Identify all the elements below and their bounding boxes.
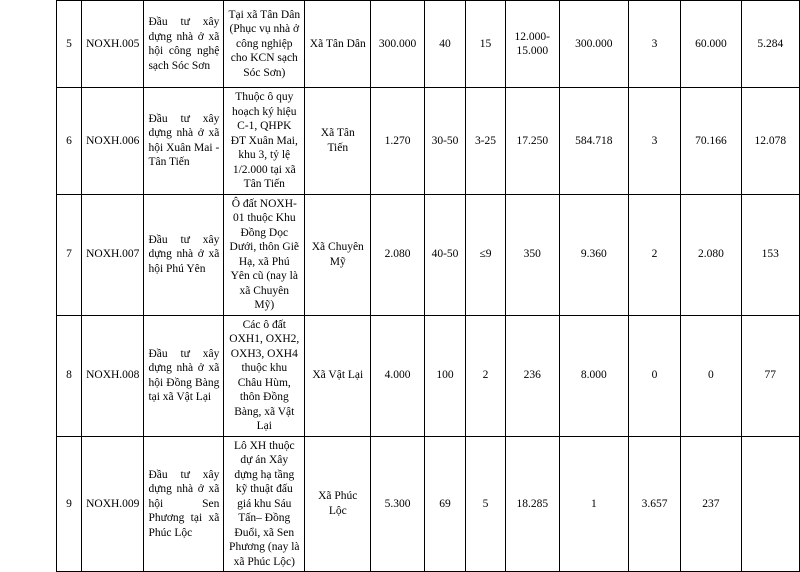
- project-location: Các ô đất OXH1, OXH2, OXH3, OXH4 thuộc khu Châu Hùm, thôn Đồng Bàng, xã Vật Lại: [224, 315, 305, 436]
- project-location: Tại xã Tân Dân (Phục vụ nhà ở công nghiệp cho KCN sạch Sóc Sơn): [224, 1, 305, 88]
- project-location: Thuộc ô quy hoạch ký hiệu C-1, QHPK ĐT Xuân Mai, khu 3, tỷ lệ 1/2.000 tại xã Tân Tiến: [224, 88, 305, 195]
- value-cell: 9.360: [559, 194, 628, 315]
- value-cell: 40: [424, 1, 466, 88]
- row-number: 5: [57, 1, 82, 88]
- value-cell: 3: [628, 1, 680, 88]
- value-cell: 0: [681, 315, 741, 436]
- value-cell: 350: [505, 194, 559, 315]
- value-cell: 2: [628, 194, 680, 315]
- value-cell: 40-50: [424, 194, 466, 315]
- project-code: NOXH.009: [82, 436, 144, 572]
- project-location: Ô đất NOXH-01 thuộc Khu Đồng Dọc Dưới, thôn Giẽ Hạ, xã Phú Yên cũ (nay là xã Chuyên Mỹ): [224, 194, 305, 315]
- land-area: 4.000: [371, 315, 424, 436]
- value-cell: 77: [741, 315, 799, 436]
- project-code: NOXH.006: [82, 88, 144, 195]
- commune-name: Xã Vật Lại: [305, 315, 371, 436]
- value-cell: 70.166: [681, 88, 741, 195]
- value-cell: 12.000-15.000: [505, 1, 559, 88]
- project-code: NOXH.007: [82, 194, 144, 315]
- value-cell: 153: [741, 194, 799, 315]
- value-cell: 8.000: [559, 315, 628, 436]
- value-cell: 5: [466, 436, 505, 572]
- project-location: Lô XH thuộc dự án Xây dựng hạ tầng kỹ thuật đấu giá khu Sáu Tấn– Đồng Đuổi, xã Sen Phương (nay là xã Phúc Lộc): [224, 436, 305, 572]
- value-cell: ≤9: [466, 194, 505, 315]
- row-number: 6: [57, 88, 82, 195]
- housing-projects-table: [56, 0, 800, 572]
- row-number: 9: [57, 436, 82, 572]
- land-area: 300.000: [371, 1, 424, 88]
- value-cell: 17.250: [505, 88, 559, 195]
- value-cell: 60.000: [681, 1, 741, 88]
- table-row: [57, 88, 800, 195]
- project-name: Đầu tư xây dựng nhà ở xã hội công nghệ sạch Sóc Sơn: [144, 1, 224, 88]
- value-cell: 3: [628, 88, 680, 195]
- value-cell: 0: [628, 315, 680, 436]
- value-cell: 2.080: [681, 194, 741, 315]
- value-cell: 100: [424, 315, 466, 436]
- value-cell: 3.657: [628, 436, 680, 572]
- value-cell: 30-50: [424, 88, 466, 195]
- value-cell: 18.285: [505, 436, 559, 572]
- row-number: 7: [57, 194, 82, 315]
- value-cell: 15: [466, 1, 505, 88]
- commune-name: Xã Phúc Lộc: [305, 436, 371, 572]
- value-cell: 5.284: [741, 1, 799, 88]
- value-cell: 69: [424, 436, 466, 572]
- value-cell: 236: [505, 315, 559, 436]
- commune-name: Xã Tân Tiến: [305, 88, 371, 195]
- project-code: NOXH.008: [82, 315, 144, 436]
- value-cell: 1: [559, 436, 628, 572]
- project-name: Đầu tư xây dựng nhà ở xã hội Đồng Bàng tại xã Vật Lại: [144, 315, 224, 436]
- commune-name: Xã Tân Dân: [305, 1, 371, 88]
- project-name: Đầu tư xây dựng nhà ở xã hội Phú Yên: [144, 194, 224, 315]
- value-cell: 2: [466, 315, 505, 436]
- commune-name: Xã Chuyên Mỹ: [305, 194, 371, 315]
- value-cell: 12.078: [741, 88, 799, 195]
- land-area: 1.270: [371, 88, 424, 195]
- project-name: Đầu tư xây dựng nhà ở xã hội Sen Phương tại xã Phúc Lộc: [144, 436, 224, 572]
- land-area: 5.300: [371, 436, 424, 572]
- table-row: [57, 1, 800, 88]
- row-number: 8: [57, 315, 82, 436]
- project-name: Đầu tư xây dựng nhà ở xã hội Xuân Mai - Tân Tiến: [144, 88, 224, 195]
- value-cell: 237: [681, 436, 741, 572]
- land-area: 2.080: [371, 194, 424, 315]
- value-cell: 300.000: [559, 1, 628, 88]
- table-row: [57, 194, 800, 315]
- value-cell: 3-25: [466, 88, 505, 195]
- table-row: [57, 315, 800, 436]
- project-code: NOXH.005: [82, 1, 144, 88]
- table-row: [57, 436, 800, 572]
- value-cell: 584.718: [559, 88, 628, 195]
- value-cell: [741, 436, 799, 572]
